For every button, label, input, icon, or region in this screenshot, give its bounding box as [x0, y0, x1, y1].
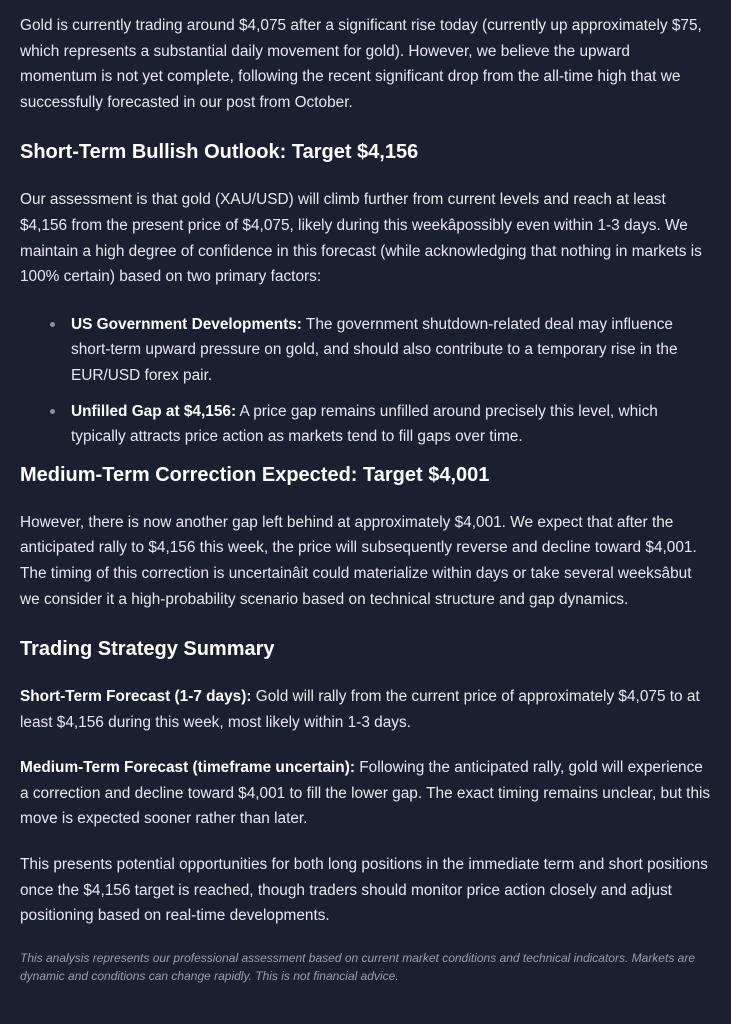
intro-paragraph: Gold is currently trading around $4,075 after a significant rise today (currently up approximately $75, which represents a substantial daily movement for gold). However, we believe the upward momentum is not yet complete, following the recent significant drop from the all-time high that we successfully forecasted in our post from October. [20, 17, 702, 111]
medium-forecast-label: Medium-Term Forecast (timeframe uncertain): [20, 759, 355, 777]
short-forecast-text: Gold will rally from the current price of approximately $4,075 to at least $4,156 during this week, most likely within 1-3 days. [20, 688, 700, 731]
short-forecast-label: Short-Term Forecast (1-7 days): [20, 688, 252, 706]
disclaimer: This analysis represents our professional assessment based on current market conditions and technical indicators. Markets are dynamic and conditions can change rapidly. This is not financial advice. [20, 950, 695, 983]
factor-text: The government shutdown-related deal may influence short-term upward pressure on gold, and should also contribute to a temporary rise in the EUR/USD forex pair. [71, 315, 678, 384]
short-term-heading: Short-Term Bullish Outlook: Target $4,156 [20, 141, 419, 164]
medium-term-forecast [20, 755, 711, 832]
factor-label: Unfilled Gap at $4,156: [71, 402, 237, 420]
summary-heading: Trading Strategy Summary [20, 638, 275, 661]
medium-term-heading: Medium-Term Correction Expected: Target $4,001 [20, 463, 490, 486]
medium-term-paragraph: However, there is now another gap left behind at approximately $4,001. We expect that after the anticipated rally to $4,156 this week, the price will subsequently reverse and decline toward $4,001. The timing of this correction is uncertainâit could materialize within days or take several weeksâbut we consider it a high-probability scenario based on technical structure and gap dynamics. [20, 513, 697, 608]
list-item [71, 312, 711, 389]
factor-text: A price gap remains unfilled around precisely this level, which typically attracts price action as markets tend to fill gaps over time. [71, 402, 658, 446]
short-term-forecast [20, 684, 711, 735]
opportunities-paragraph: This presents potential opportunities for both long positions in the immediate term and short positions once the $4,156 target is reached, though traders should monitor price action closely and adjust positioning based on real-time developments. [20, 856, 708, 925]
factors-list [20, 312, 711, 450]
list-item [71, 399, 711, 450]
medium-forecast-text: Following the anticipated rally, gold will experience a correction and decline toward $4,001 to fill the lower gap. The exact timing remains unclear, but this move is expected sooner rather than later. [20, 759, 711, 828]
short-term-paragraph: Our assessment is that gold (XAU/USD) will climb further from current levels and reach at least $4,156 from the present price of $4,075, likely during this weekâpossibly even within 1-3 days. We maintain a high degree of confidence in this forecast (while acknowledging that nothing in markets is 100% certain) based on two primary factors: [20, 191, 702, 286]
factor-label: US Government Developments: [71, 315, 302, 333]
